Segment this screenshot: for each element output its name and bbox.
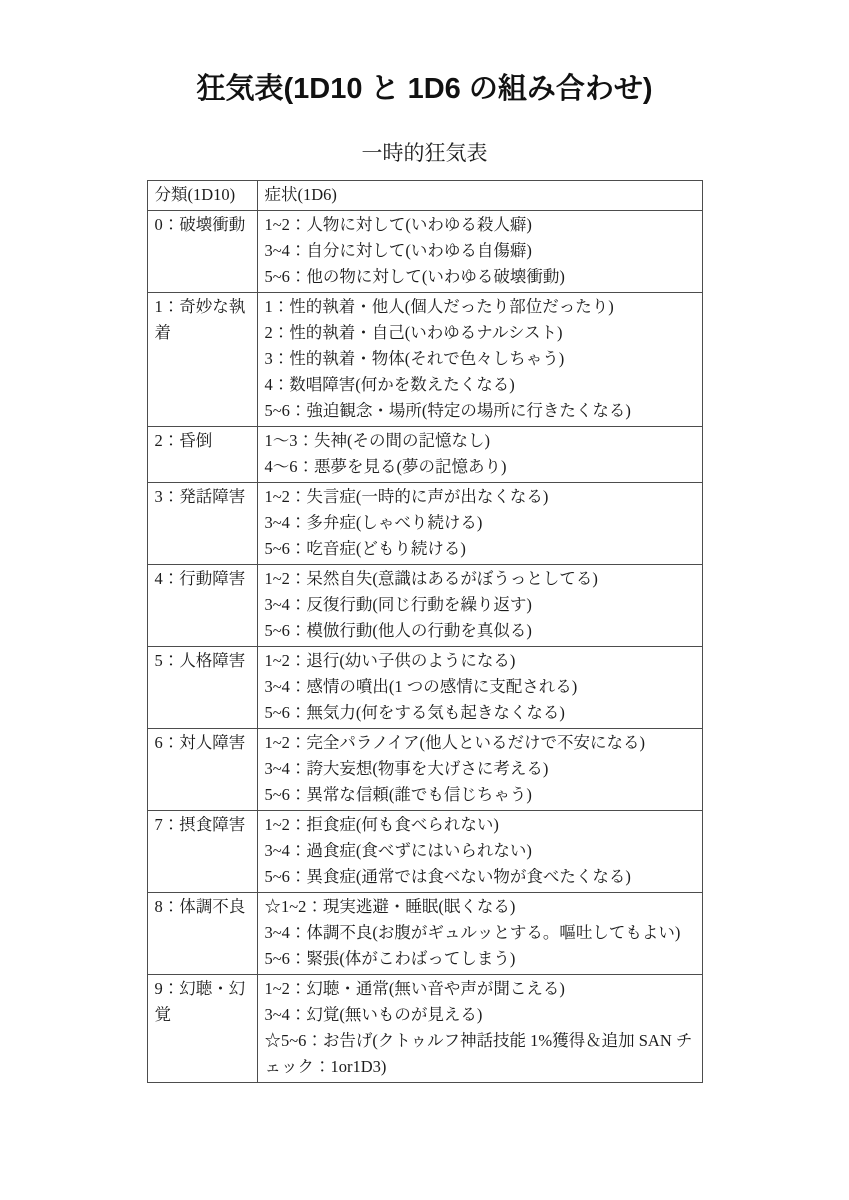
table-body — [147, 211, 702, 1083]
category-cell: 7：摂食障害 — [147, 811, 257, 893]
symptom-line: 5~6：異常な信頼(誰でも信じちゃう) — [264, 785, 532, 804]
symptom-cell — [257, 565, 702, 647]
symptom-line: 1~2：退行(幼い子供のようになる) — [264, 651, 516, 670]
symptom-cell — [257, 893, 702, 975]
header-cell-symptom: 症状(1D6) — [257, 181, 702, 211]
symptom-line: 1~2：呆然自失(意識はあるがぼうっとしてる) — [264, 569, 598, 588]
table-row — [147, 427, 702, 483]
table-row — [147, 811, 702, 893]
symptom-cell — [257, 647, 702, 729]
symptom-line: 3~4：自分に対して(いわゆる自傷癖) — [264, 241, 532, 260]
symptom-cell — [257, 483, 702, 565]
table-row — [147, 483, 702, 565]
symptom-line: 5~6：強迫観念・場所(特定の場所に行きたくなる) — [264, 401, 631, 420]
table-header-row — [147, 181, 702, 211]
symptom-line: 5~6：模倣行動(他人の行動を真似る) — [264, 621, 532, 640]
table-row — [147, 729, 702, 811]
table-row — [147, 975, 702, 1083]
category-cell: 4：行動障害 — [147, 565, 257, 647]
symptom-cell — [257, 293, 702, 427]
table-row — [147, 211, 702, 293]
symptom-line: 1~2：失言症(一時的に声が出なくなる) — [264, 487, 549, 506]
symptom-line: 1〜3：失神(その間の記憶なし) — [264, 431, 490, 450]
symptom-line: 5~6：他の物に対して(いわゆる破壊衝動) — [264, 267, 565, 286]
symptom-line: 1：性的執着・他人(個人だったり部位だったり) — [264, 297, 614, 316]
symptom-line: 4〜6：悪夢を見る(夢の記憶あり) — [264, 457, 507, 476]
symptom-line: 3~4：多弁症(しゃべり続ける) — [264, 513, 483, 532]
symptom-cell — [257, 211, 702, 293]
symptom-line: 5~6：緊張(体がこわばってしまう) — [264, 949, 516, 968]
symptom-line: ☆5~6：お告げ(クトゥルフ神話技能 1%獲得＆追加 SAN チェック：1or1D3) — [264, 1031, 693, 1076]
symptom-line: 3~4：体調不良(お腹がギュルッとする。嘔吐してもよい) — [264, 923, 681, 942]
category-cell: 0：破壊衝動 — [147, 211, 257, 293]
symptom-line: 3~4：感情の噴出(1 つの感情に支配される) — [264, 677, 578, 696]
symptom-cell — [257, 811, 702, 893]
symptom-line: 1~2：完全パラノイア(他人といるだけで不安になる) — [264, 733, 645, 752]
category-cell: 9：幻聴・幻覚 — [147, 975, 257, 1083]
symptom-line: 2：性的執着・自己(いわゆるナルシスト) — [264, 323, 563, 342]
table-row — [147, 565, 702, 647]
symptom-line: 5~6：無気力(何をする気も起きなくなる) — [264, 703, 565, 722]
table-row — [147, 293, 702, 427]
header-cell-category: 分類(1D10) — [147, 181, 257, 211]
symptom-line: 3~4：誇大妄想(物事を大げさに考える) — [264, 759, 549, 778]
category-cell: 2：昏倒 — [147, 427, 257, 483]
table-row — [147, 893, 702, 975]
symptom-line: 3：性的執着・物体(それで色々しちゃう) — [264, 349, 565, 368]
symptom-cell — [257, 975, 702, 1083]
category-cell: 3：発話障害 — [147, 483, 257, 565]
category-cell: 8：体調不良 — [147, 893, 257, 975]
symptom-line: 5~6：吃音症(どもり続ける) — [264, 539, 466, 558]
symptom-line: 3~4：過食症(食べずにはいられない) — [264, 841, 532, 860]
symptom-line: 1~2：人物に対して(いわゆる殺人癖) — [264, 215, 532, 234]
category-cell: 1：奇妙な執着 — [147, 293, 257, 427]
madness-table — [147, 180, 703, 1083]
table-row — [147, 647, 702, 729]
symptom-line: 3~4：反復行動(同じ行動を繰り返す) — [264, 595, 532, 614]
page-title: 狂気表(1D10 と 1D6 の組み合わせ) — [196, 73, 653, 105]
symptom-line: 5~6：異食症(通常では食べない物が食べたくなる) — [264, 867, 631, 886]
symptom-line: 4：数唱障害(何かを数えたくなる) — [264, 375, 515, 394]
symptom-cell — [257, 427, 702, 483]
symptom-line: 1~2：拒食症(何も食べられない) — [264, 815, 499, 834]
category-cell: 6：対人障害 — [147, 729, 257, 811]
category-cell: 5：人格障害 — [147, 647, 257, 729]
symptom-cell — [257, 729, 702, 811]
symptom-line: 3~4：幻覚(無いものが見える) — [264, 1005, 483, 1024]
symptom-line: ☆1~2：現実逃避・睡眠(眠くなる) — [264, 897, 516, 916]
page-subtitle: 一時的狂気表 — [361, 141, 488, 165]
symptom-line: 1~2：幻聴・通常(無い音や声が聞こえる) — [264, 979, 565, 998]
